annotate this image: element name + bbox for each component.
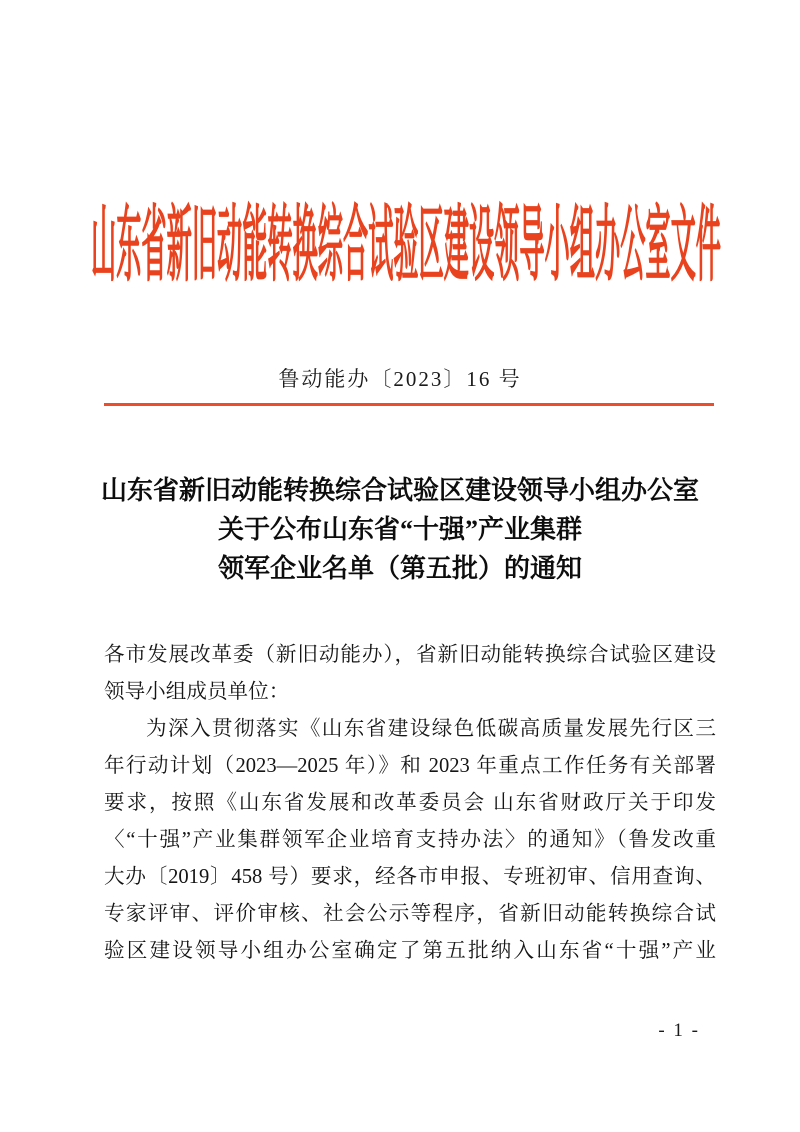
doc-title-line-3: 领军企业名单（第五批）的通知 (217, 554, 582, 583)
doc-title (0, 471, 800, 588)
body-line: 为深入贯彻落实《山东省建设绿色低碳高质量发展先行区三 (146, 718, 716, 740)
body-line-salutation-1: 各市发展改革委（新旧动能办），省新旧动能转换综合试验区建设 (104, 644, 716, 666)
red-divider-line (104, 403, 714, 406)
doc-title-line-1: 山东省新旧动能转换综合试验区建设领导小组办公室 (100, 476, 699, 505)
body-line: 大办〔2019〕458 号）要求，经各市申报、专班初审、信用查询、 (104, 866, 716, 888)
body-line-salutation-2: 领导小组成员单位： (104, 681, 290, 703)
body-line: 年行动计划（2023—2025 年）》和 2023 年重点工作任务有关部署 (104, 755, 716, 777)
body-line: 验区建设领导小组办公室确定了第五批纳入山东省“十强”产业 (104, 940, 716, 962)
doc-title-line-2: 关于公布山东省“十强”产业集群 (217, 515, 582, 544)
body-line: 要求，按照《山东省发展和改革委员会 山东省财政厅关于印发 (104, 792, 716, 814)
doc-reference-number: 鲁动能办〔2023〕16 号 (278, 367, 522, 391)
doc-body (104, 637, 716, 970)
red-letterhead (6, 195, 800, 292)
red-letterhead-title: 山东省新旧动能转换综合试验区建设领导小组办公室文件 (91, 200, 721, 292)
body-line: 专家评审、评价审核、社会公示等程序，省新旧动能转换综合试 (104, 903, 716, 925)
body-line: 〈“十强”产业集群领军企业培育支持办法〉的通知》（鲁发改重 (104, 829, 716, 851)
page-number: - 1 - (658, 1020, 700, 1041)
